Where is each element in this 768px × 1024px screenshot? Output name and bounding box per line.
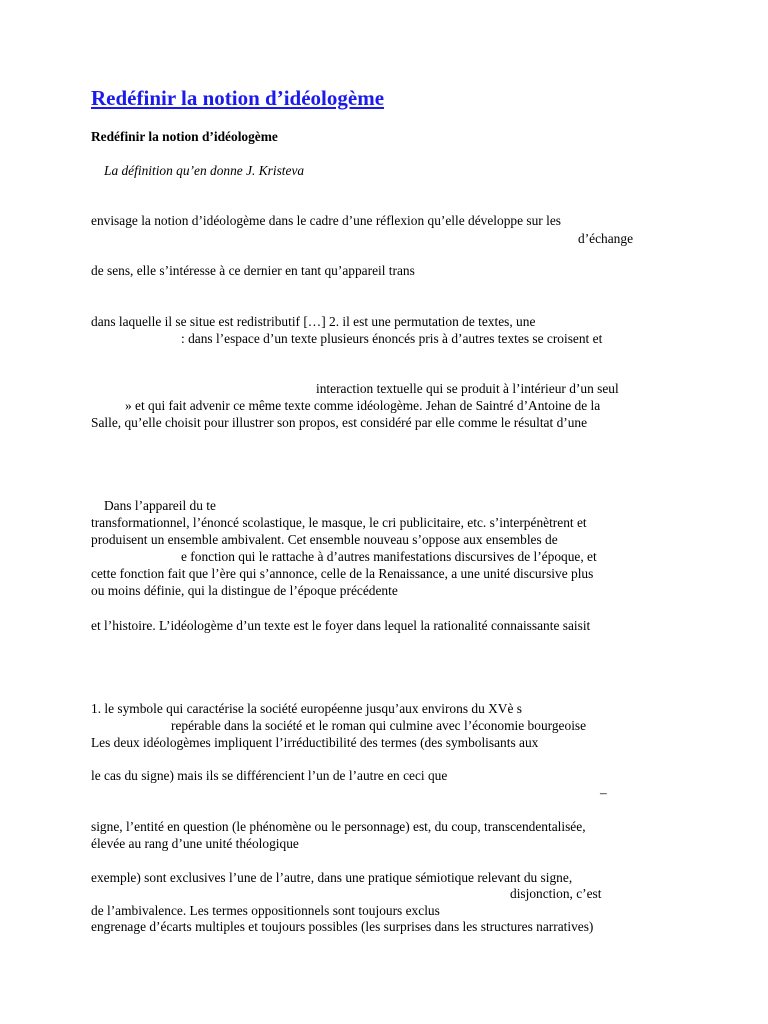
subtitle-heading: Redéfinir la notion d’idéologème (91, 129, 278, 144)
text-line: Les deux idéologèmes impliquent l’irréductibilité des termes (des symbolisants aux (91, 735, 539, 750)
italic-heading: La définition qu’en donne J. Kristeva (104, 163, 305, 178)
text-line: Dans l’appareil du te (104, 498, 216, 513)
text-line: exemple) sont exclusives l’une de l’autre, dans une pratique sémiotique relevant du signe, (91, 870, 573, 885)
text-line: produisent un ensemble ambivalent. Cet ensemble nouveau s’oppose aux ensembles de (91, 532, 558, 547)
text-line: élevée au rang d’une unité théologique (91, 836, 299, 851)
text-line: envisage la notion d’idéologème dans le cadre d’une réflexion qu’elle développe sur les (91, 213, 561, 228)
text-line: d’échange (578, 231, 634, 246)
text-line: e fonction qui le rattache à d’autres manifestations discursives de l’époque, et (181, 549, 597, 564)
title-link[interactable]: Redéfinir la notion d’idéologème (91, 86, 385, 110)
text-line: ou moins définie, qui la distingue de l’époque précédente (91, 583, 398, 598)
text-line: » et qui fait advenir ce même texte comme idéologème. Jehan de Saintré d’Antoine de la (125, 398, 601, 413)
text-line: disjonction, c’est (510, 886, 602, 901)
text-line: interaction textuelle qui se produit à l’intérieur d’un seul (316, 381, 619, 396)
text-line: et l’histoire. L’idéologème d’un texte est le foyer dans lequel la rationalité connaissante saisit (91, 618, 591, 633)
text-line: de l’ambivalence. Les termes oppositionnels sont toujours exclus (91, 903, 440, 918)
text-line: dans laquelle il se situe est redistributif […] 2. il est une permutation de textes, une (91, 314, 536, 329)
text-line: de sens, elle s’intéresse à ce dernier en tant qu’appareil trans (91, 263, 415, 278)
text-line: : dans l’espace d’un texte plusieurs énoncés pris à d’autres textes se croisent et (181, 331, 603, 346)
text-line: repérable dans la société et le roman qui culmine avec l’économie bourgeoise (171, 718, 587, 733)
text-line: engrenage d’écarts multiples et toujours possibles (les surprises dans les structures narratives) (91, 919, 594, 934)
text-dash: – (600, 785, 607, 800)
text-line: cette fonction fait que l’ère qui s’annonce, celle de la Renaissance, a une unité discursive plus (91, 566, 594, 581)
text-line: transformationnel, l’énoncé scolastique, le masque, le cri publicitaire, etc. s’interpénètrent et (91, 515, 587, 530)
text-line: 1. le symbole qui caractérise la société européenne jusqu’aux environs du XVè s (91, 701, 522, 716)
text-line: le cas du signe) mais ils se différencient l’un de l’autre en ceci que (91, 768, 448, 783)
text-line: Salle, qu’elle choisit pour illustrer son propos, est considéré par elle comme le résultat d’une (91, 415, 588, 430)
text-line: signe, l’entité en question (le phénomène ou le personnage) est, du coup, transcendentalisée, (91, 819, 586, 834)
